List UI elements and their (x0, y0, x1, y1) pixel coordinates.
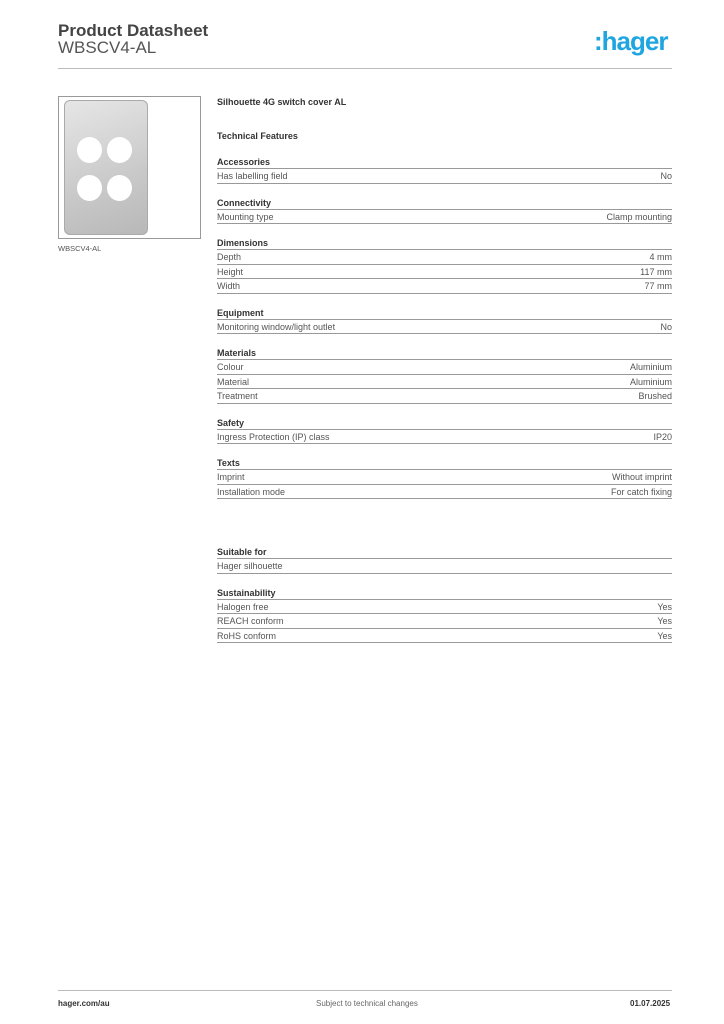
spec-label: Halogen free (217, 601, 269, 612)
spec-row (217, 250, 672, 265)
section-heading: Safety (217, 416, 672, 430)
image-caption: WBSCV4-AL (58, 244, 102, 253)
spec-value: Yes (657, 616, 672, 626)
footer-date: 01.07.2025 (630, 999, 671, 1008)
spec-value: IP20 (653, 431, 672, 442)
hole (107, 175, 132, 201)
spec-section (217, 236, 672, 294)
spec-list (217, 95, 672, 643)
spec-value: For catch fixing (610, 486, 672, 497)
footer-website[interactable]: hager.com/au (58, 999, 110, 1008)
spec-label: Ingress Protection (IP) class (217, 431, 330, 442)
spec-row (217, 614, 672, 629)
spec-row (217, 600, 672, 615)
spec-label: Monitoring window/light outlet (217, 321, 336, 332)
spec-row (217, 210, 672, 225)
spec-value: 117 mm (640, 266, 672, 277)
section-heading: Accessories (217, 155, 672, 169)
spec-value: Brushed (638, 391, 672, 401)
spec-label: Hager silhouette (217, 561, 283, 571)
spec-section (217, 155, 672, 184)
section-heading: Sustainability (217, 586, 672, 600)
section-heading: Dimensions (217, 236, 672, 250)
spec-section (217, 346, 672, 404)
spec-value: Aluminium (629, 376, 672, 387)
spec-row (217, 375, 672, 390)
spec-row (217, 265, 672, 280)
spec-value: Without imprint (611, 472, 672, 482)
spec-value: 77 mm (644, 281, 672, 291)
hager-logo: :hager (594, 26, 668, 56)
spec-label: Imprint (217, 472, 245, 482)
spec-label: RoHS conform (217, 630, 277, 641)
spec-label: Height (217, 266, 244, 277)
spec-value: No (660, 321, 672, 332)
spec-sections-2 (217, 545, 672, 643)
divider (58, 68, 672, 69)
spec-label: Has labelling field (217, 171, 288, 181)
spec-sections (217, 155, 672, 499)
section-heading: Equipment (217, 306, 672, 320)
footer-note: Subject to technical changes (316, 999, 418, 1008)
spec-row (217, 559, 672, 574)
spec-value: No (660, 171, 672, 181)
spec-row (217, 360, 672, 375)
spec-value: Aluminium (629, 362, 672, 372)
spec-row (217, 320, 672, 335)
section-heading: Materials (217, 346, 672, 360)
product-name: Silhouette 4G switch cover AL (217, 97, 347, 107)
hole (107, 137, 132, 163)
spec-label: Installation mode (217, 486, 286, 497)
spec-value: Yes (657, 630, 672, 641)
spec-row (217, 485, 672, 500)
section-heading: Connectivity (217, 196, 672, 210)
spec-value: Yes (657, 601, 672, 612)
section-heading: Suitable for (217, 545, 672, 559)
spec-label: REACH conform (217, 616, 284, 626)
spec-row (217, 279, 672, 294)
spec-section (217, 196, 672, 225)
spec-row (217, 169, 672, 184)
product-image (58, 96, 201, 239)
hole (77, 175, 102, 201)
spec-row (217, 430, 672, 445)
technical-features-heading: Technical Features (217, 131, 298, 141)
spec-label: Depth (217, 252, 242, 262)
spec-section (217, 456, 672, 499)
spec-value: Clamp mounting (606, 211, 672, 222)
spec-row (217, 470, 672, 485)
spec-label: Width (217, 281, 241, 291)
footer-divider (58, 990, 672, 991)
spec-section (217, 545, 672, 574)
spec-row (217, 629, 672, 644)
spec-label: Colour (217, 362, 244, 372)
spec-label: Treatment (217, 391, 258, 401)
hole (77, 137, 102, 163)
spec-label: Mounting type (217, 211, 274, 222)
page-title: Product Datasheet (58, 21, 209, 40)
product-code: WBSCV4-AL (58, 38, 157, 57)
switch-plate-image (64, 100, 148, 235)
spec-value: 4 mm (649, 252, 672, 262)
spec-section (217, 586, 672, 644)
spec-section (217, 306, 672, 335)
spec-row (217, 389, 672, 404)
section-heading: Texts (217, 456, 672, 470)
spec-label: Material (217, 376, 250, 387)
spec-section (217, 416, 672, 445)
